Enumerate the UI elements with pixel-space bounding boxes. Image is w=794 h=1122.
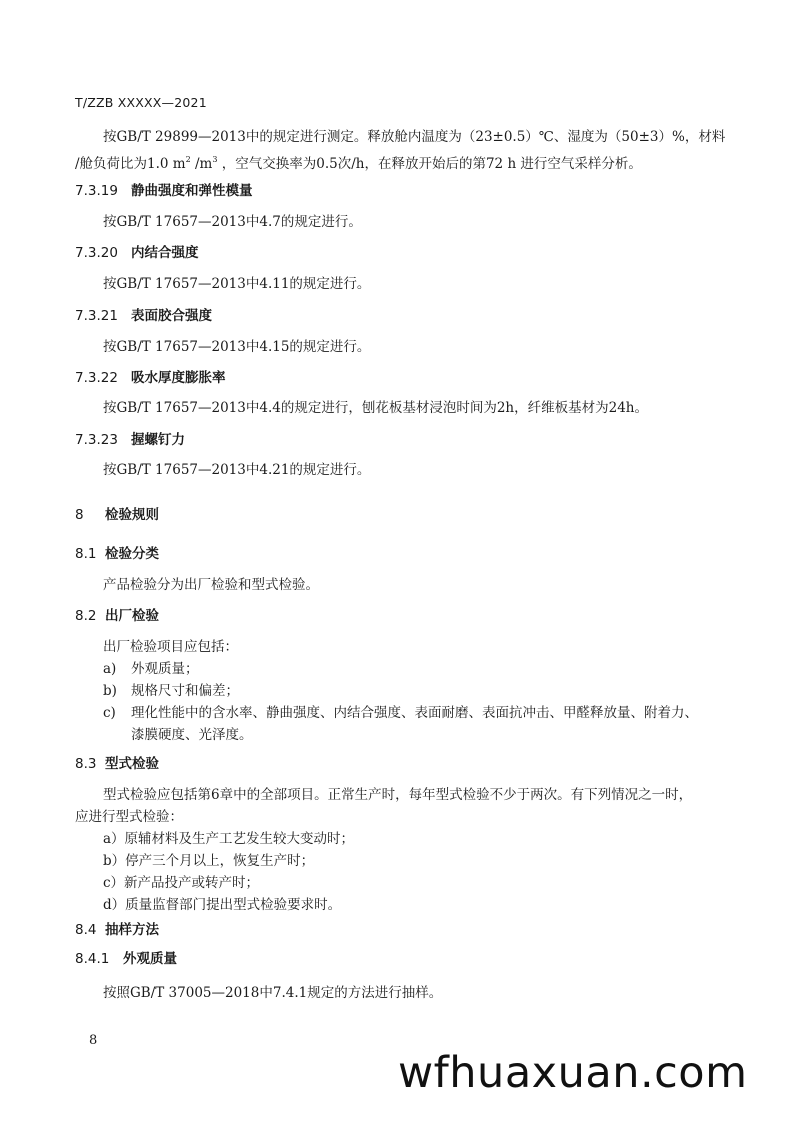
text-8-2-intro: 出厂检验项目应包括： bbox=[103, 639, 238, 655]
intro-line-2-a: /舱负荷比为1.0 m bbox=[75, 156, 186, 172]
list-label: c) bbox=[103, 705, 116, 721]
heading-8-4 bbox=[75, 922, 159, 938]
text-7-3-19: 按GB/T 17657—2013中4.7的规定进行。 bbox=[103, 214, 362, 230]
heading-8 bbox=[75, 507, 159, 523]
list-item-8-3-c: c）新产品投产或转产时； bbox=[103, 875, 260, 891]
heading-7-3-19 bbox=[75, 183, 253, 199]
list-item-8-3-a: a）原辅材料及生产工艺发生较大变动时； bbox=[103, 831, 355, 847]
heading-8-4-1 bbox=[75, 951, 177, 967]
intro-line-2 bbox=[75, 152, 642, 172]
section-title: 检验规则 bbox=[105, 507, 159, 523]
section-title: 表面胶合强度 bbox=[131, 308, 212, 324]
section-number: 8.4 bbox=[75, 922, 97, 938]
text-8-3-line-1: 型式检验应包括第6章中的全部项目。正常生产时，每年型式检验不少于两次。有下列情况之一时， bbox=[103, 787, 693, 803]
section-number: 7.3.22 bbox=[75, 370, 118, 386]
section-number: 8.4.1 bbox=[75, 951, 110, 967]
list-label: a) bbox=[103, 661, 117, 677]
text-8-3-line-2: 应进行型式检验： bbox=[75, 809, 183, 825]
section-number: 7.3.19 bbox=[75, 183, 118, 199]
text-7-3-21: 按GB/T 17657—2013中4.15的规定进行。 bbox=[103, 339, 371, 355]
heading-7-3-22 bbox=[75, 370, 226, 386]
list-text: 规格尺寸和偏差； bbox=[131, 683, 239, 699]
intro-line-2-b: /m bbox=[190, 156, 213, 172]
section-number: 8 bbox=[75, 507, 84, 523]
list-label: b) bbox=[103, 683, 117, 699]
heading-8-2 bbox=[75, 608, 159, 624]
superscript-2: 2 bbox=[185, 155, 191, 164]
list-item-8-2-c bbox=[103, 705, 698, 721]
section-number: 8.3 bbox=[75, 756, 97, 772]
text-8-1: 产品检验分为出厂检验和型式检验。 bbox=[103, 577, 319, 593]
section-title: 检验分类 bbox=[105, 546, 159, 562]
text-7-3-23: 按GB/T 17657—2013中4.21的规定进行。 bbox=[103, 462, 371, 478]
heading-7-3-20 bbox=[75, 245, 199, 261]
section-title: 握螺钉力 bbox=[131, 432, 185, 448]
list-text: 外观质量； bbox=[131, 661, 199, 677]
heading-7-3-21 bbox=[75, 308, 212, 324]
section-number: 8.1 bbox=[75, 546, 97, 562]
heading-8-1 bbox=[75, 546, 159, 562]
superscript-3: 3 bbox=[212, 155, 218, 164]
list-item-8-3-d: d）质量监督部门提出型式检验要求时。 bbox=[103, 897, 342, 913]
list-item-8-2-b bbox=[103, 683, 239, 699]
intro-line-1: 按GB/T 29899—2013中的规定进行测定。释放舱内温度为（23±0.5）℃、湿度为（50±3）%，材料 bbox=[103, 129, 726, 145]
page-number: 8 bbox=[89, 1033, 98, 1048]
list-text: 理化性能中的含水率、静曲强度、内结合强度、表面耐磨、表面抗冲击、甲醛释放量、附着力、 bbox=[131, 705, 698, 721]
section-title: 型式检验 bbox=[105, 756, 159, 772]
heading-7-3-23 bbox=[75, 432, 185, 448]
list-item-8-3-b: b）停产三个月以上，恢复生产时； bbox=[103, 853, 315, 869]
section-number: 7.3.23 bbox=[75, 432, 118, 448]
heading-8-3 bbox=[75, 756, 159, 772]
section-title: 抽样方法 bbox=[105, 922, 159, 938]
text-8-4-1: 按照GB/T 37005—2018中7.4.1规定的方法进行抽样。 bbox=[103, 985, 443, 1001]
section-title: 内结合强度 bbox=[131, 245, 199, 261]
text-7-3-20: 按GB/T 17657—2013中4.11的规定进行。 bbox=[103, 276, 371, 292]
section-title: 吸水厚度膨胀率 bbox=[131, 370, 226, 386]
section-title: 静曲强度和弹性模量 bbox=[131, 183, 253, 199]
intro-line-2-c: ，空气交换率为0.5次/h，在释放开始后的第72 h 进行空气采样分析。 bbox=[217, 156, 642, 172]
section-number: 7.3.21 bbox=[75, 308, 118, 324]
watermark: wfhuaxuan.com bbox=[398, 1048, 748, 1098]
list-item-8-2-a bbox=[103, 661, 199, 677]
section-number: 8.2 bbox=[75, 608, 97, 624]
standard-id: T/ZZB XXXXX—2021 bbox=[75, 95, 207, 110]
section-title: 出厂检验 bbox=[105, 608, 159, 624]
list-item-8-2-c-continued: 漆膜硬度、光泽度。 bbox=[131, 727, 253, 743]
section-number: 7.3.20 bbox=[75, 245, 118, 261]
section-title: 外观质量 bbox=[123, 951, 177, 967]
text-7-3-22: 按GB/T 17657—2013中4.4的规定进行，刨花板基材浸泡时间为2h，纤维板基材为24h。 bbox=[103, 400, 648, 416]
